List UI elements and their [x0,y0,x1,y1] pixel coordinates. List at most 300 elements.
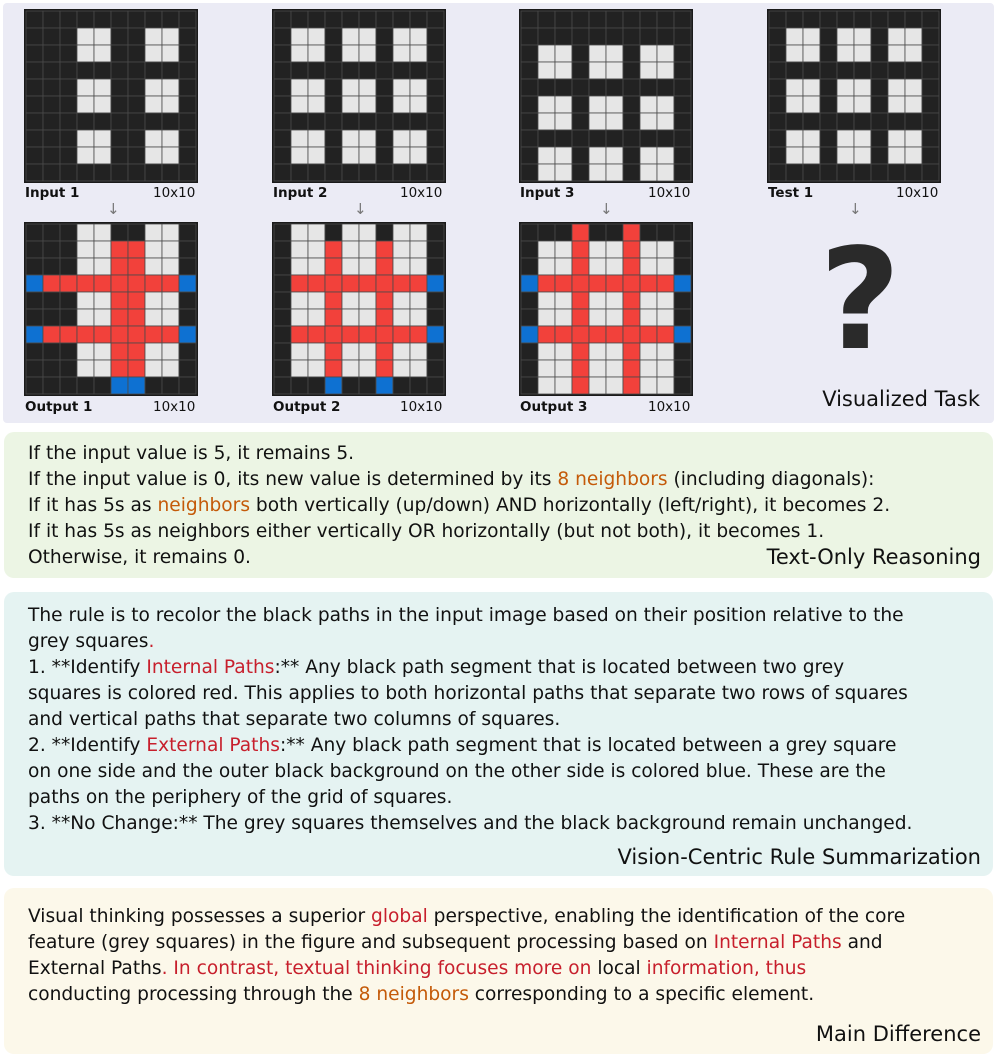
grey-cell [342,258,359,275]
output-grid-1 [24,222,198,396]
input-size-3: 10x10 [648,185,691,201]
black-cell [871,45,888,62]
red-cell [128,343,145,360]
grey-cell [786,130,803,147]
black-cell [291,62,308,79]
grey-cell [359,309,376,326]
black-cell [521,11,538,28]
black-cell [376,224,393,241]
text-line [28,811,979,837]
grey-cell [145,79,162,96]
grey-cell [393,147,410,164]
black-cell [427,79,444,96]
black-cell [589,130,606,147]
black-cell [325,224,342,241]
black-cell [521,147,538,164]
black-cell [888,11,905,28]
black-cell [60,147,77,164]
grey-cell [145,28,162,45]
black-cell [274,275,291,292]
black-cell [922,62,939,79]
black-cell [128,224,145,241]
black-cell [589,224,606,241]
grey-cell [77,309,94,326]
grey-cell [538,343,555,360]
grey-cell [359,96,376,113]
black-cell [674,258,691,275]
black-cell [888,113,905,130]
grey-cell [803,147,820,164]
red-cell [43,275,60,292]
black-cell [905,62,922,79]
text-line [28,655,979,681]
output-size-2: 10x10 [400,399,443,415]
grey-cell [77,360,94,377]
black-cell [128,45,145,62]
text-segment: :** Any black path segment that is located between two grey [274,657,845,678]
black-cell [657,224,674,241]
black-cell [325,62,342,79]
black-cell [871,147,888,164]
grey-cell [308,224,325,241]
black-cell [60,343,77,360]
grey-cell [342,292,359,309]
grey-cell [606,377,623,394]
grey-cell [162,130,179,147]
black-cell [94,377,111,394]
grey-cell [555,309,572,326]
black-cell [572,147,589,164]
grey-cell [905,28,922,45]
black-cell [77,113,94,130]
black-cell [555,79,572,96]
black-cell [60,79,77,96]
black-cell [427,147,444,164]
grey-cell [162,224,179,241]
black-cell [26,224,43,241]
output-label-2: Output 2 [273,399,341,415]
black-cell [674,79,691,96]
grey-cell [657,343,674,360]
black-cell [26,147,43,164]
grey-cell [606,241,623,258]
grey-cell [342,79,359,96]
black-cell [538,79,555,96]
black-cell [922,96,939,113]
red-cell [342,326,359,343]
black-cell [820,45,837,62]
grey-cell [803,28,820,45]
grey-cell [555,164,572,181]
black-cell [769,11,786,28]
black-cell [274,113,291,130]
black-cell [674,309,691,326]
grey-cell [555,377,572,394]
black-cell [26,309,43,326]
black-cell [786,164,803,181]
grey-cell [657,62,674,79]
black-cell [111,11,128,28]
red-cell [538,275,555,292]
black-cell [521,309,538,326]
grey-cell [162,360,179,377]
text-line [28,956,979,982]
grey-cell [606,258,623,275]
black-cell [674,360,691,377]
black-cell [922,113,939,130]
grey-cell [888,28,905,45]
black-cell [572,96,589,113]
black-cell [521,224,538,241]
blue-cell [521,275,538,292]
black-cell [60,11,77,28]
grey-cell [589,377,606,394]
grey-cell [888,130,905,147]
black-cell [427,343,444,360]
black-cell [769,79,786,96]
black-cell [60,377,77,394]
grey-cell [606,113,623,130]
input-grid-1 [24,9,198,183]
question-mark-icon: ? [819,219,901,382]
vision-centric-box [4,592,993,876]
grey-cell [410,309,427,326]
black-cell [538,224,555,241]
grey-cell [308,309,325,326]
black-cell [888,62,905,79]
black-cell [820,113,837,130]
red-cell [589,275,606,292]
black-cell [674,292,691,309]
grey-cell [538,113,555,130]
grey-cell [162,28,179,45]
red-cell [555,275,572,292]
input-size-2: 10x10 [400,185,443,201]
black-cell [521,164,538,181]
black-cell [376,79,393,96]
grey-cell [657,309,674,326]
grey-cell [342,96,359,113]
red-cell [623,292,640,309]
black-cell [427,62,444,79]
black-cell [325,45,342,62]
black-cell [342,62,359,79]
black-cell [308,164,325,181]
black-cell [905,11,922,28]
red-cell [572,241,589,258]
grey-cell [657,292,674,309]
black-cell [43,79,60,96]
black-cell [674,130,691,147]
black-cell [274,11,291,28]
red-cell [359,326,376,343]
blue-cell [179,326,196,343]
black-cell [555,224,572,241]
grey-cell [657,96,674,113]
grey-cell [393,130,410,147]
black-cell [871,130,888,147]
grey-cell [94,79,111,96]
black-cell [803,164,820,181]
red-cell [128,275,145,292]
black-cell [274,28,291,45]
black-cell [128,28,145,45]
grey-cell [657,258,674,275]
black-cell [922,79,939,96]
black-cell [179,258,196,275]
grey-cell [640,377,657,394]
arrow-down-icon: ↓ [107,200,120,218]
black-cell [427,309,444,326]
red-cell [623,309,640,326]
black-cell [179,147,196,164]
black-cell [623,164,640,181]
black-cell [43,130,60,147]
red-cell [359,275,376,292]
grey-cell [393,45,410,62]
grey-cell [94,147,111,164]
grey-cell [538,62,555,79]
black-cell [291,377,308,394]
grey-cell [854,147,871,164]
grey-cell [94,96,111,113]
grey-cell [94,343,111,360]
grey-cell [905,45,922,62]
red-cell [393,275,410,292]
grey-cell [94,130,111,147]
grey-cell [640,62,657,79]
grey-cell [410,130,427,147]
test-label: Test 1 [768,185,814,201]
black-cell [922,130,939,147]
red-cell [43,326,60,343]
black-cell [589,79,606,96]
black-cell [674,377,691,394]
black-cell [342,377,359,394]
black-cell [179,28,196,45]
black-cell [427,241,444,258]
black-cell [60,224,77,241]
black-cell [43,258,60,275]
black-cell [555,28,572,45]
black-cell [43,241,60,258]
text-segment: Visual thinking possesses a superior [28,906,372,927]
grey-cell [291,96,308,113]
black-cell [26,113,43,130]
black-cell [60,309,77,326]
black-cell [179,11,196,28]
black-cell [572,45,589,62]
grey-cell [308,360,325,377]
grey-cell [837,96,854,113]
black-cell [179,292,196,309]
black-cell [145,62,162,79]
black-cell [871,113,888,130]
grey-cell [589,113,606,130]
black-cell [427,292,444,309]
red-cell [77,326,94,343]
black-cell [905,164,922,181]
test-size: 10x10 [896,185,939,201]
grey-cell [606,164,623,181]
grey-cell [342,343,359,360]
grey-cell [308,96,325,113]
grey-cell [308,147,325,164]
grey-cell [162,343,179,360]
grey-cell [291,28,308,45]
black-cell [521,62,538,79]
text-segment: corresponding to a specific element. [468,984,815,1005]
black-cell [521,292,538,309]
black-cell [521,241,538,258]
black-cell [871,11,888,28]
black-cell [606,28,623,45]
red-cell [376,326,393,343]
vision-centric-paragraph [28,603,979,837]
black-cell [393,113,410,130]
black-cell [111,45,128,62]
black-cell [43,147,60,164]
vision-centric-title: Vision-Centric Rule Summarization [617,845,981,869]
text-segment: grey squares [28,631,149,652]
black-cell [179,96,196,113]
red-cell [623,241,640,258]
black-cell [291,11,308,28]
black-cell [674,241,691,258]
grey-cell [640,164,657,181]
black-cell [623,113,640,130]
text-line [28,681,979,707]
black-cell [43,113,60,130]
grey-cell [555,147,572,164]
text-line [28,629,979,655]
black-cell [623,62,640,79]
black-cell [60,45,77,62]
black-cell [393,62,410,79]
black-cell [393,164,410,181]
red-cell [111,360,128,377]
black-cell [786,62,803,79]
grey-cell [359,28,376,45]
black-cell [674,113,691,130]
arrow-down-icon: ↓ [600,200,613,218]
black-cell [786,11,803,28]
grey-cell [786,28,803,45]
red-cell [572,343,589,360]
black-cell [572,62,589,79]
text-segment: External Paths [28,958,162,979]
black-cell [376,11,393,28]
red-cell [325,360,342,377]
grey-cell [589,343,606,360]
red-cell [94,326,111,343]
black-cell [803,11,820,28]
black-cell [623,147,640,164]
black-cell [291,164,308,181]
red-cell [325,241,342,258]
black-cell [657,79,674,96]
text-segment: If it has 5s as neighbors either vertically OR horizontally (but not both), it becomes 1. [28,521,825,542]
black-cell [376,147,393,164]
grey-cell [291,45,308,62]
grey-cell [854,28,871,45]
black-cell [128,147,145,164]
black-cell [769,28,786,45]
grey-cell [640,96,657,113]
grey-cell [77,130,94,147]
black-cell [606,224,623,241]
black-cell [145,377,162,394]
grey-cell [359,241,376,258]
red-cell [606,326,623,343]
grey-cell [640,258,657,275]
grey-cell [589,309,606,326]
black-cell [820,28,837,45]
black-cell [871,28,888,45]
grey-cell [145,45,162,62]
black-cell [162,62,179,79]
black-cell [26,164,43,181]
grey-cell [393,343,410,360]
grey-cell [393,258,410,275]
grey-cell [538,164,555,181]
grey-cell [359,360,376,377]
blue-cell [26,275,43,292]
black-cell [359,377,376,394]
black-cell [179,113,196,130]
black-cell [922,28,939,45]
grey-cell [308,292,325,309]
black-cell [871,62,888,79]
black-cell [769,96,786,113]
black-cell [274,147,291,164]
black-cell [376,62,393,79]
black-cell [111,164,128,181]
black-cell [871,79,888,96]
grey-cell [410,96,427,113]
black-cell [60,62,77,79]
grey-cell [640,309,657,326]
text-only-reasoning-box [4,432,993,578]
red-cell [555,326,572,343]
grey-cell [162,292,179,309]
black-cell [94,164,111,181]
blue-cell [427,275,444,292]
black-cell [179,377,196,394]
black-cell [521,79,538,96]
grey-cell [308,28,325,45]
grey-cell [162,96,179,113]
grey-cell [291,224,308,241]
text-segment: If the input value is 5, it remains 5. [28,443,355,464]
black-cell [674,343,691,360]
red-cell [376,241,393,258]
black-cell [26,292,43,309]
red-cell [111,326,128,343]
black-cell [623,96,640,113]
black-cell [871,96,888,113]
black-cell [376,45,393,62]
black-cell [786,113,803,130]
black-cell [162,11,179,28]
grey-cell [640,360,657,377]
black-cell [26,360,43,377]
grey-cell [291,130,308,147]
grey-cell [538,377,555,394]
red-cell [376,292,393,309]
blue-cell [111,377,128,394]
black-cell [26,11,43,28]
